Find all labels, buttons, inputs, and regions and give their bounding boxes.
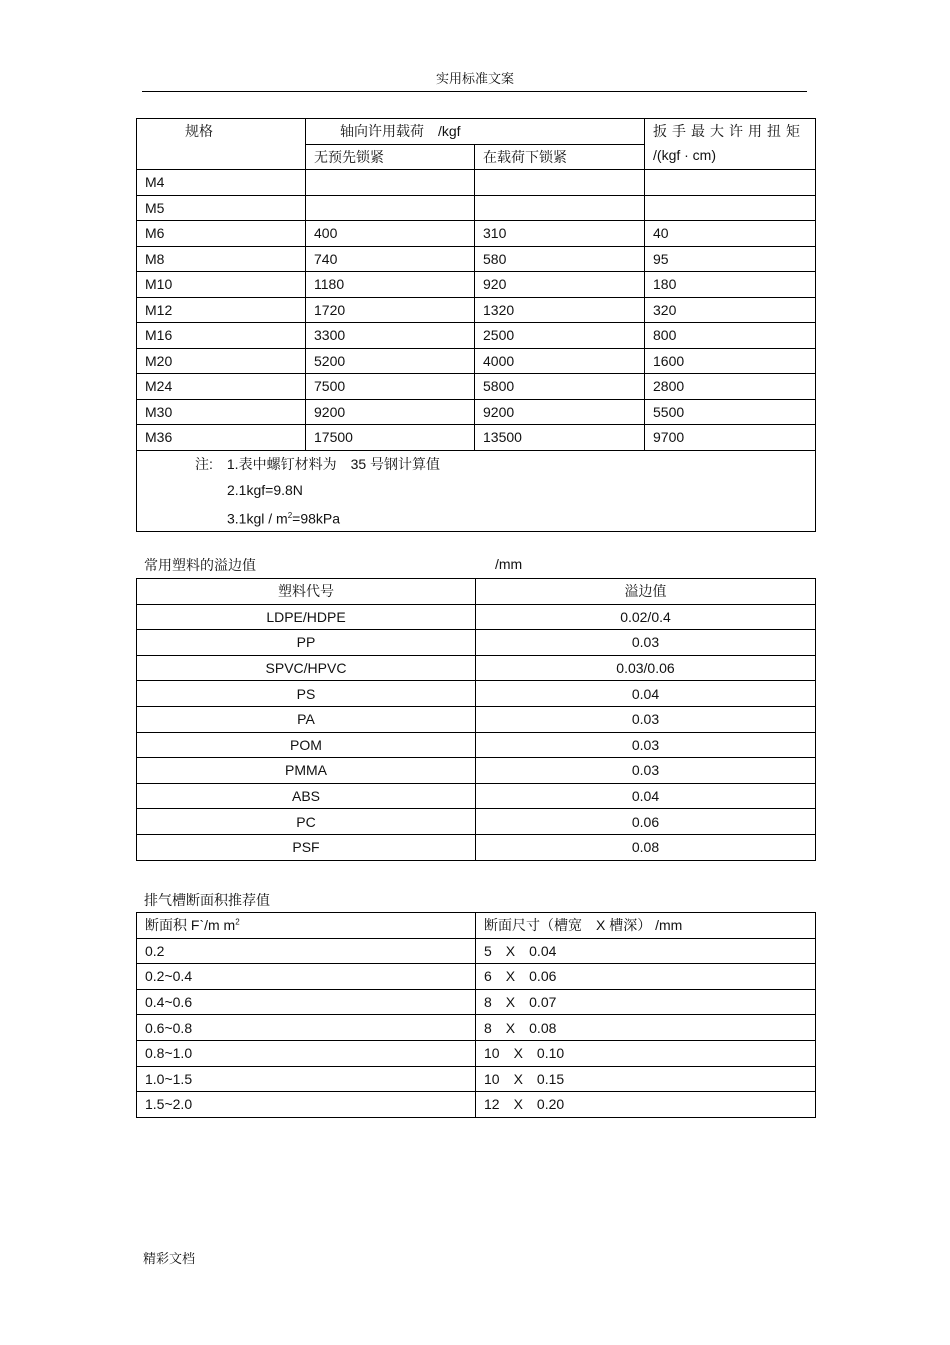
table-cell: 0.03	[476, 758, 816, 784]
page-footer: 精彩文档	[143, 1252, 196, 1267]
table-cell: POM	[137, 732, 476, 758]
times-sign: X	[505, 1019, 516, 1036]
table-cell: M30	[137, 399, 306, 425]
table-row	[137, 732, 816, 758]
header-max-torque: 扳手最大许用扭矩 /(kgf · cm)	[645, 119, 816, 170]
table-cell: 9700	[645, 425, 816, 451]
table-cell	[475, 195, 645, 221]
plastic-overflow-title: 常用塑料的溢边值	[144, 557, 256, 573]
table-cell	[476, 1040, 816, 1066]
table-row	[137, 195, 816, 221]
table-cell	[476, 1015, 816, 1041]
table-note: 注: 1.表中螺钉材料为 35 号钢计算值 2.1kgf=9.8N $3.1kgl / m^2=98kPa$	[137, 450, 816, 531]
table-cell: PA	[137, 706, 476, 732]
groove-depth: 0.04	[529, 942, 557, 959]
table-row	[137, 809, 816, 835]
groove-width: 5	[484, 942, 492, 959]
table-cell: 95	[645, 246, 816, 272]
table-cell: 0.2~0.4	[137, 964, 476, 990]
table-cell: M36	[137, 425, 306, 451]
vent-groove-table	[136, 912, 816, 1118]
table-cell: ABS	[137, 783, 476, 809]
table-row	[137, 783, 816, 809]
table-cell: 2800	[645, 374, 816, 400]
table-cell: PMMA	[137, 758, 476, 784]
table-cell: M20	[137, 348, 306, 374]
vent-groove-title: 排气槽断面积推荐值	[144, 892, 270, 908]
table-row	[137, 1015, 816, 1041]
table-cell	[476, 1066, 816, 1092]
groove-width: 10	[484, 1070, 500, 1087]
table-cell: SPVC/HPVC	[137, 655, 476, 681]
groove-depth: 0.10	[536, 1045, 565, 1062]
plastic-overflow-table	[136, 578, 816, 861]
table-cell: 7500	[306, 374, 475, 400]
header-plastic-code: 塑料代号	[137, 579, 476, 605]
table-cell: 1720	[306, 297, 475, 323]
groove-depth: 0.08	[529, 1019, 557, 1036]
groove-depth: 0.15	[536, 1070, 565, 1087]
table-cell: M10	[137, 272, 306, 298]
table-cell: 920	[475, 272, 645, 298]
groove-width: 12	[484, 1096, 500, 1113]
table-cell: 9200	[306, 399, 475, 425]
subheader-no-prelock: 无预先锁紧	[306, 144, 475, 170]
table-cell: PSF	[137, 834, 476, 860]
table-cell: 580	[475, 246, 645, 272]
table-cell: 0.8~1.0	[137, 1040, 476, 1066]
groove-depth: 0.06	[529, 968, 557, 985]
table-cell: 0.03	[476, 706, 816, 732]
table-cell: 0.03	[476, 630, 816, 656]
table-row	[137, 630, 816, 656]
table-cell: 0.04	[476, 783, 816, 809]
table-cell: M4	[137, 170, 306, 196]
table-cell: 1.0~1.5	[137, 1066, 476, 1092]
table-cell	[306, 170, 475, 196]
table-cell: PC	[137, 809, 476, 835]
table-row	[137, 374, 816, 400]
table-row	[137, 1092, 816, 1118]
table-row	[137, 1066, 816, 1092]
table-cell	[476, 964, 816, 990]
groove-width: 8	[484, 1019, 492, 1036]
header-section-size: 断面尺寸（槽宽 X 槽深） /mm	[476, 913, 816, 939]
table-cell: M16	[137, 323, 306, 349]
table-row	[137, 706, 816, 732]
table-cell: M8	[137, 246, 306, 272]
table-row	[137, 964, 816, 990]
table-cell	[645, 170, 816, 196]
table-cell: 0.4~0.6	[137, 989, 476, 1015]
times-sign: X	[505, 968, 516, 985]
table-cell: 320	[645, 297, 816, 323]
table-cell: 0.6~0.8	[137, 1015, 476, 1041]
table-cell: M24	[137, 374, 306, 400]
table-cell: 17500	[306, 425, 475, 451]
table-row	[137, 604, 816, 630]
table-row	[137, 272, 816, 298]
table-cell: 0.04	[476, 681, 816, 707]
table-row	[137, 938, 816, 964]
groove-width: 8	[484, 994, 492, 1011]
groove-width: 10	[484, 1045, 500, 1062]
table-row	[137, 758, 816, 784]
table-cell	[645, 195, 816, 221]
table-cell: 4000	[475, 348, 645, 374]
table-cell: 400	[306, 221, 475, 247]
table-cell: 1320	[475, 297, 645, 323]
plastic-overflow-unit: /mm	[495, 556, 523, 572]
header-section-area: 断面积 F`/m $m^2$	[137, 913, 476, 939]
table-cell: 0.08	[476, 834, 816, 860]
groove-depth: 0.20	[536, 1096, 565, 1113]
table-cell: 800	[645, 323, 816, 349]
times-sign: X	[513, 1070, 523, 1087]
times-sign: X	[505, 942, 516, 959]
table-row	[137, 399, 816, 425]
table-cell: 5200	[306, 348, 475, 374]
table-row	[137, 989, 816, 1015]
table-cell: 0.06	[476, 809, 816, 835]
table-cell	[476, 1092, 816, 1118]
table-cell: 3300	[306, 323, 475, 349]
table-row	[137, 297, 816, 323]
table-row	[137, 221, 816, 247]
table-cell	[306, 195, 475, 221]
header-overflow-value: 溢边值	[476, 579, 816, 605]
table-cell: 1600	[645, 348, 816, 374]
table-row	[137, 170, 816, 196]
subheader-lock-under-load: 在载荷下锁紧	[475, 144, 645, 170]
table-cell: 310	[475, 221, 645, 247]
table-row	[137, 655, 816, 681]
table-cell: 1.5~2.0	[137, 1092, 476, 1118]
groove-depth: 0.07	[529, 994, 557, 1011]
table-row	[137, 1040, 816, 1066]
table-cell: 0.03	[476, 732, 816, 758]
table-cell	[475, 170, 645, 196]
table-cell	[476, 938, 816, 964]
times-sign: X	[513, 1096, 523, 1113]
table-cell: 5500	[645, 399, 816, 425]
table-cell: 2500	[475, 323, 645, 349]
header-axial-load: 轴向许用载荷 /kgf	[306, 119, 645, 145]
times-sign: X	[513, 1045, 523, 1062]
times-sign: X	[505, 994, 516, 1011]
table-cell: 0.03/0.06	[476, 655, 816, 681]
table-cell: 0.2	[137, 938, 476, 964]
table-row	[137, 681, 816, 707]
table-cell: PP	[137, 630, 476, 656]
table-cell: 5800	[475, 374, 645, 400]
page-header-title: 实用标准文案	[435, 72, 514, 87]
table-cell: 9200	[475, 399, 645, 425]
table-row	[137, 348, 816, 374]
header-spec: 规格	[137, 119, 306, 170]
table-row	[137, 425, 816, 451]
table-cell: M6	[137, 221, 306, 247]
bolt-load-table	[136, 118, 816, 532]
table-cell: 1180	[306, 272, 475, 298]
table-cell: M5	[137, 195, 306, 221]
table-row	[137, 834, 816, 860]
table-row	[137, 246, 816, 272]
table-cell: 13500	[475, 425, 645, 451]
table-cell: 740	[306, 246, 475, 272]
table-row	[137, 323, 816, 349]
groove-width: 6	[484, 968, 492, 985]
table-cell: 0.02/0.4	[476, 604, 816, 630]
table-cell: M12	[137, 297, 306, 323]
table-cell: 180	[645, 272, 816, 298]
table-cell: LDPE/HDPE	[137, 604, 476, 630]
table-cell: PS	[137, 681, 476, 707]
header-divider	[142, 91, 807, 92]
table-cell	[476, 989, 816, 1015]
table-cell: 40	[645, 221, 816, 247]
